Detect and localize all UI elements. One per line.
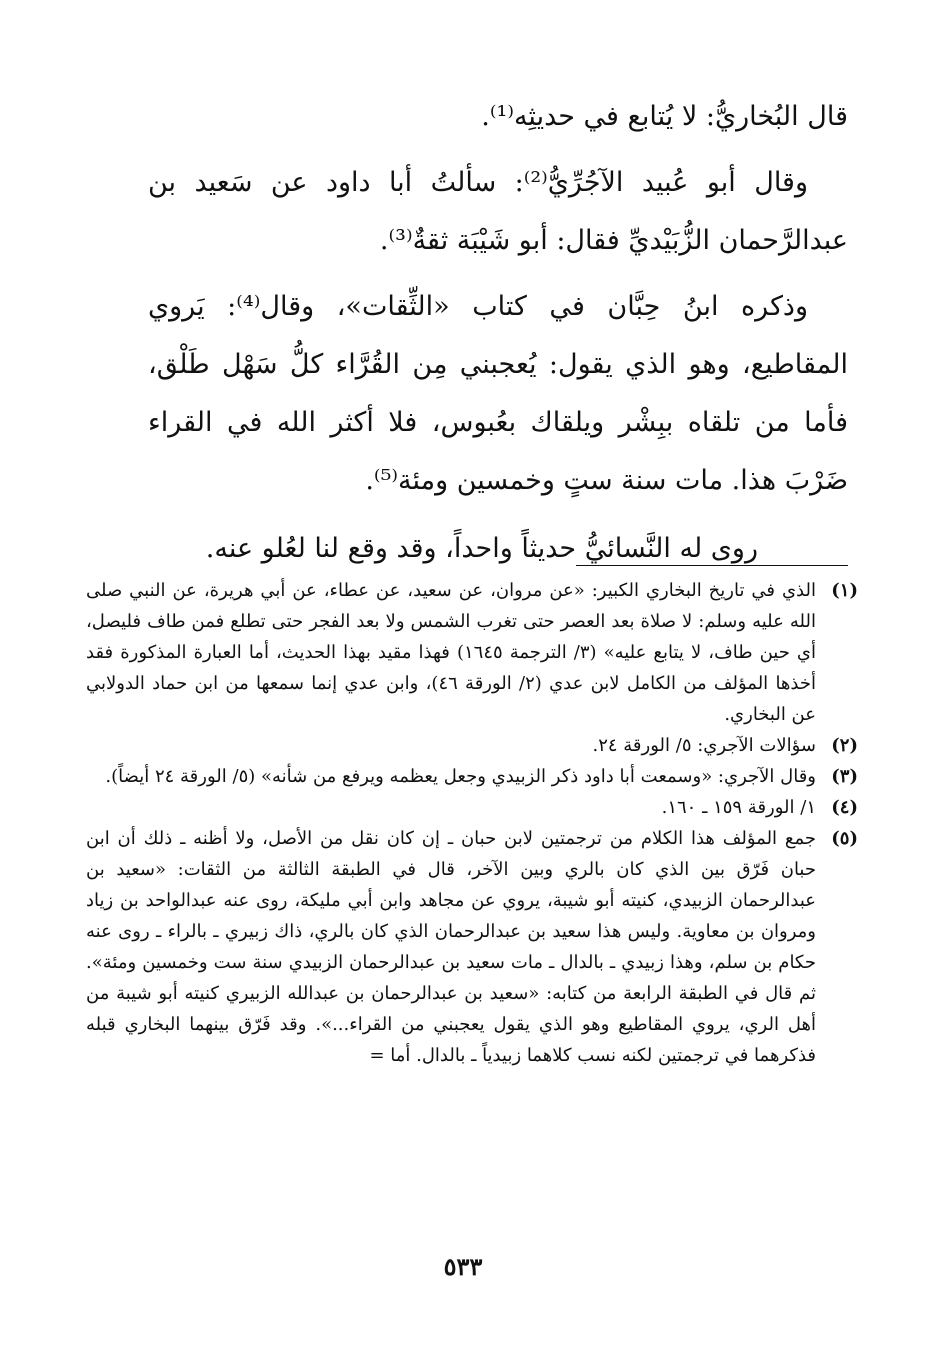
footnote-divider [576, 565, 848, 566]
footnote-text: سؤالات الآجري: ٥/ الورقة ٢٤. [592, 735, 816, 756]
footnote-text: وقال الآجري: «وسمعت أبا داود ذكر الزبيدي وجعل يعظمه ويرفع من شأنه» (٥/ الورقة ٢٤ أيضاً). [105, 766, 816, 787]
main-text-block [148, 88, 848, 578]
footnote-item [86, 761, 858, 792]
footnote-item [86, 792, 858, 823]
footnotes-block [86, 575, 858, 1071]
footnote-number: (٣) [831, 766, 858, 787]
paragraph-nasai: روى له النَّسائيُّ حديثاً واحداً، وقد وقع لنا لعُلو عنه. [205, 533, 758, 564]
footnote-number: (١) [831, 580, 858, 601]
footnote-text: جمع المؤلف هذا الكلام من ترجمتين لابن حبان ـ إن كان نقل من الأصل، ولا أظنه ـ ذلك أن ابن حبان فَرّق بين الذي كان بالري وبين الآخر، قال في الطبقة الثالثة من الثقات: «سعيد بن عبدالرحمان الزبيدي، كنيته أبو شيبة، يروي عن مجاهد وابن أبي مليكة، روى عنه عبدالواحد بن زياد ومروان بن معاوية. وليس هذا سعيد بن عبدالرحمان الذي كان بالري، ذاك زبيري ـ بالراء ـ روى عنه حكام بن سلم، وهذا زبيدي ـ بالدال ـ مات سعيد بن عبدالرحمان الزبيدي سنة ست وخمسين ومئة». ثم قال في الطبقة الرابعة من كتابه: «سعيد بن عبدالرحمان بن عبدالله الزبيري كنيته أبو شيبة من أهل الري، يروي المقاطيع وهو الذي يقول يعجبني من القراء...». وقد فَرّق بينهما البخاري قبله فذكرهما في ترجمتين لكنه نسب كلاهما زبيدياً ـ بالدال. أما = [86, 828, 816, 1066]
footnote-item [86, 575, 858, 730]
footnote-item [86, 823, 858, 1071]
paragraph-ajurri: وقال أبو عُبيد الآجُرِّيُّ⁽²⁾: سألتُ أبا داود عن سَعيد بن عبدالرَّحمان الزُّبَيْديِّ فقال: أبو شَيْبَة ثقةٌ⁽³⁾. [148, 167, 848, 256]
footnote-number: (٥) [831, 828, 858, 849]
footnote-number: (٤) [831, 797, 858, 818]
footnote-text: الذي في تاريخ البخاري الكبير: «عن مروان، عن سعيد، عن عطاء، عن أبي هريرة، عن النبي صلى الله عليه وسلم: لا صلاة بعد العصر حتى تغرب الشمس ولا بعد الفجر حتى تطلع فمن طاف فليصل، أي حين طاف، لا يتابع عليه» (٣/ الترجمة ١٦٤٥) فهذا مقيد بهذا الحديث، أما العبارة المذكورة فقد أخذها المؤلف من الكامل لابن عدي (٢/ الورقة ٤٦)، وابن عدي إنما سمعها من ابن حماد الدولابي عن البخاري. [86, 580, 817, 725]
page-number: ٥٣٣ [443, 1252, 483, 1281]
footnote-item [86, 730, 858, 761]
footnote-text: ١/ الورقة ١٥٩ ـ ١٦٠. [661, 797, 816, 818]
paragraph-bukhari: قال البُخاريُّ: لا يُتابع في حديثِه⁽¹⁾. [481, 101, 848, 132]
paragraph-ibn-hibban: وذكره ابنُ حِبَّان في كتاب «الثِّقات»، وقال⁽⁴⁾: يَروي المقاطيع، وهو الذي يقول: يُعجبني مِن القُرَّاء كلُّ سَهْل طَلْق، فأما من تلقاه ببِشْر ويلقاك بعُبوس، فلا أكثر الله في القراء ضَرْبَ هذا. مات سنة ستٍ وخمسين ومئة⁽⁵⁾. [148, 291, 848, 496]
footnote-number: (٢) [831, 735, 858, 756]
